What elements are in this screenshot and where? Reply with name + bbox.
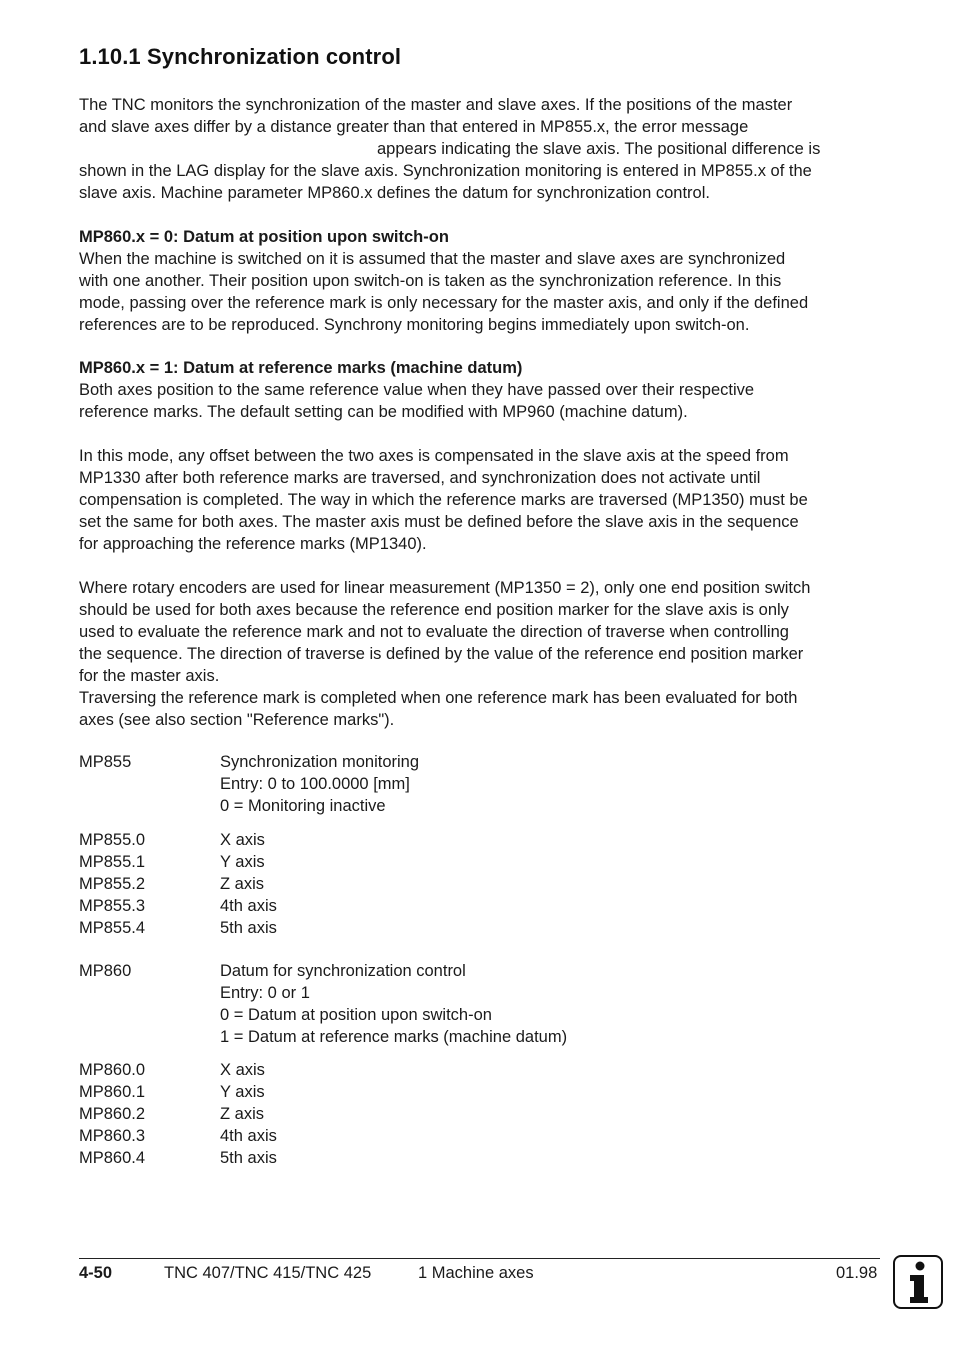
- intro-paragraph: [79, 94, 884, 204]
- section-title: 1.10.1 Synchronization control: [79, 44, 402, 69]
- param-key: MP855.3: [79, 897, 146, 915]
- mode0-section: [79, 226, 884, 336]
- param-key: MP860.4: [79, 1149, 146, 1167]
- axis-label: Y axis: [220, 853, 265, 871]
- axis-label: X axis: [220, 831, 265, 849]
- info-glyph: [895, 1257, 941, 1307]
- footer-chapter: 1 Machine axes: [418, 1264, 534, 1282]
- intro-line-3: appears indicating the slave axis. The positional difference is: [377, 140, 821, 158]
- rotary-encoder-paragraph: Where rotary encoders are used for linear measurement (MP1350 = 2), only one end position switch should be used for both axes because the reference end position marker for the slave axis is only used to evaluate the reference mark and not to evaluate the direction of traverse when controlling the sequence. The direction of traverse is defined by the value of the reference end position marker for the master axis.: [79, 579, 811, 685]
- traverse-paragraph: Traversing the reference mark is completed when one reference mark has been evaluated for both axes (see also section "Reference marks").: [79, 689, 798, 729]
- mode1-text: Both axes position to the same reference value when they have passed over their respective reference marks. The default setting can be modified with MP960 (machine datum).: [79, 381, 755, 421]
- mode1-section: [79, 357, 884, 731]
- footer-product: TNC 407/TNC 415/TNC 425: [164, 1264, 372, 1282]
- mp855-key: MP855: [79, 753, 132, 771]
- offset-paragraph: In this mode, any offset between the two axes is compensated in the slave axis at the speed from MP1330 after both reference marks are traversed, and synchronization does not activate until compensation is completed. The way in which the reference marks are traversed (MP1350) must be set the same for both axes. The master axis must be defined before the slave axis in the sequence for approaching the reference marks (MP1340).: [79, 447, 808, 553]
- param-key: MP855.1: [79, 853, 146, 871]
- intro-line-4: shown in the LAG display for the slave axis. Synchronization monitoring is entered in MP855.x of the: [79, 162, 812, 180]
- param-key: MP860.2: [79, 1105, 146, 1123]
- axis-label: 4th axis: [220, 1127, 277, 1145]
- axis-label: 4th axis: [220, 897, 277, 915]
- info-icon: [893, 1255, 943, 1309]
- intro-line-1: The TNC monitors the synchronization of the master and slave axes. If the positions of the master: [79, 96, 793, 114]
- param-key: MP855.2: [79, 875, 146, 893]
- param-key: MP860.0: [79, 1061, 146, 1079]
- mp855-description: Synchronization monitoring Entry: 0 to 100.0000 [mm] 0 = Monitoring inactive: [220, 753, 420, 815]
- param-key: MP855.0: [79, 831, 146, 849]
- footer-page-number: 4-50: [79, 1264, 113, 1282]
- axis-label: Z axis: [220, 875, 265, 893]
- footer-divider: [79, 1258, 880, 1259]
- axis-label: Z axis: [220, 1105, 265, 1123]
- param-key: MP860.1: [79, 1083, 146, 1101]
- intro-line-2: and slave axes differ by a distance greater than that entered in MP855.x, the error message: [79, 118, 749, 136]
- mp860-description: Datum for synchronization control Entry: 0 or 1 0 = Datum at position upon switch-on 1 = Datum at reference marks (machine datum): [220, 962, 568, 1046]
- axis-label: 5th axis: [220, 919, 277, 937]
- param-key: MP855.4: [79, 919, 146, 937]
- intro-line-5: slave axis. Machine parameter MP860.x defines the datum for synchronization control.: [79, 184, 710, 202]
- axis-label: Y axis: [220, 1083, 265, 1101]
- footer-date: 01.98: [836, 1264, 878, 1282]
- mode0-heading: MP860.x = 0: Datum at position upon switch-on: [79, 228, 449, 246]
- axis-label: 5th axis: [220, 1149, 277, 1167]
- param-key: MP860.3: [79, 1127, 146, 1145]
- axis-label: X axis: [220, 1061, 265, 1079]
- mode1-heading: MP860.x = 1: Datum at reference marks (machine datum): [79, 359, 523, 377]
- mp860-key: MP860: [79, 962, 132, 980]
- mode0-text: When the machine is switched on it is assumed that the master and slave axes are synchronized with one another. Their position upon switch-on is taken as the synchronization reference. In this mode, passing over the reference mark is only necessary for the master axis, and only if the defined references are to be reproduced. Synchrony monitoring begins immediately upon switch-on.: [79, 250, 809, 334]
